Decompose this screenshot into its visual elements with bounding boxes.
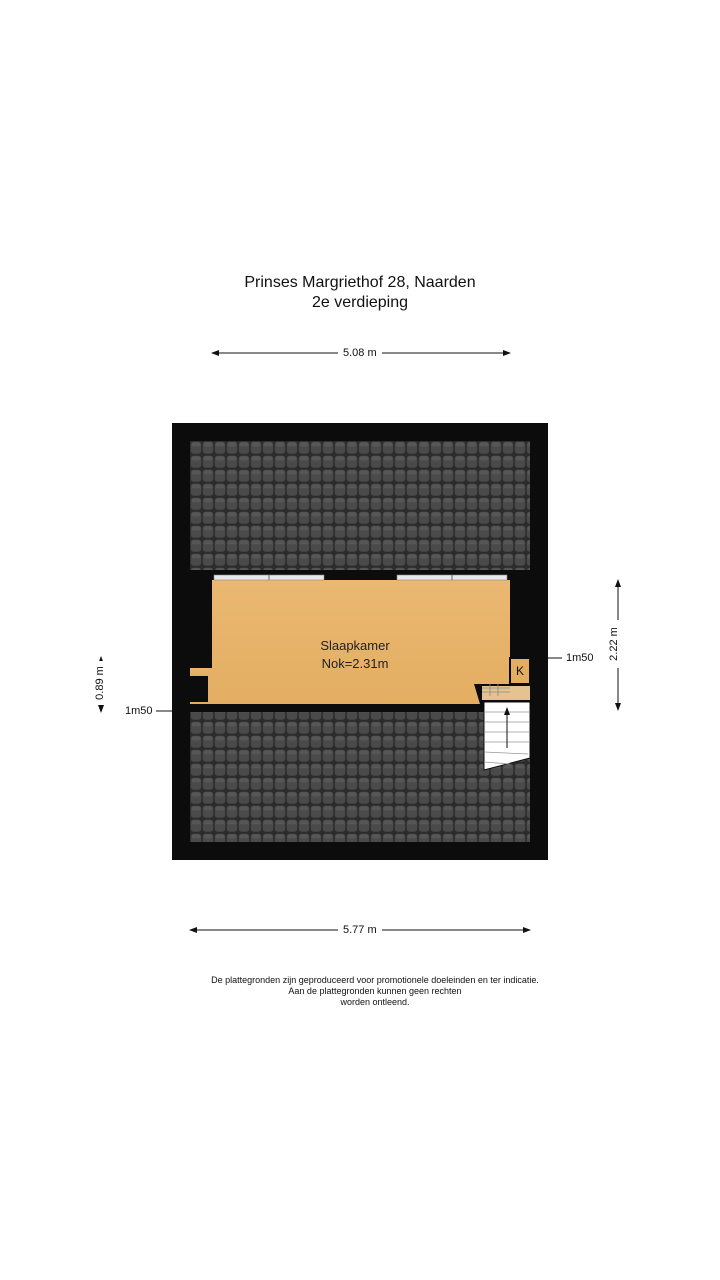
room-ridge-height-label: Nok=2.31m [321, 656, 389, 671]
k-cupboard-label: K [515, 664, 524, 678]
staircase [484, 702, 530, 770]
right-knee-wall-label: 1m50 [566, 652, 594, 664]
disclaimer-line-1: De plattegronden zijn geproduceerd voor promotionele doeleinden en ter indicatie. [211, 975, 539, 985]
dormer-window-right [397, 575, 507, 580]
left-height-label: 0.89 m [94, 661, 106, 705]
left-knee-wall-label: 1m50 [125, 705, 153, 717]
bottom-width-label: 5.77 m [340, 924, 380, 936]
top-width-label: 5.08 m [340, 347, 380, 359]
disclaimer-line-2: Aan de plattegronden kunnen geen rechten [288, 986, 462, 996]
plan-floor-title: 2e verdieping [311, 294, 409, 311]
room-name-label: Slaapkamer [320, 638, 390, 653]
dormer-window-left [214, 575, 324, 580]
plan-address-title: Prinses Margriethof 28, Naarden [244, 274, 476, 291]
disclaimer-line-3: worden ontleend. [340, 997, 410, 1007]
right-height-label: 2.22 m [608, 624, 620, 664]
